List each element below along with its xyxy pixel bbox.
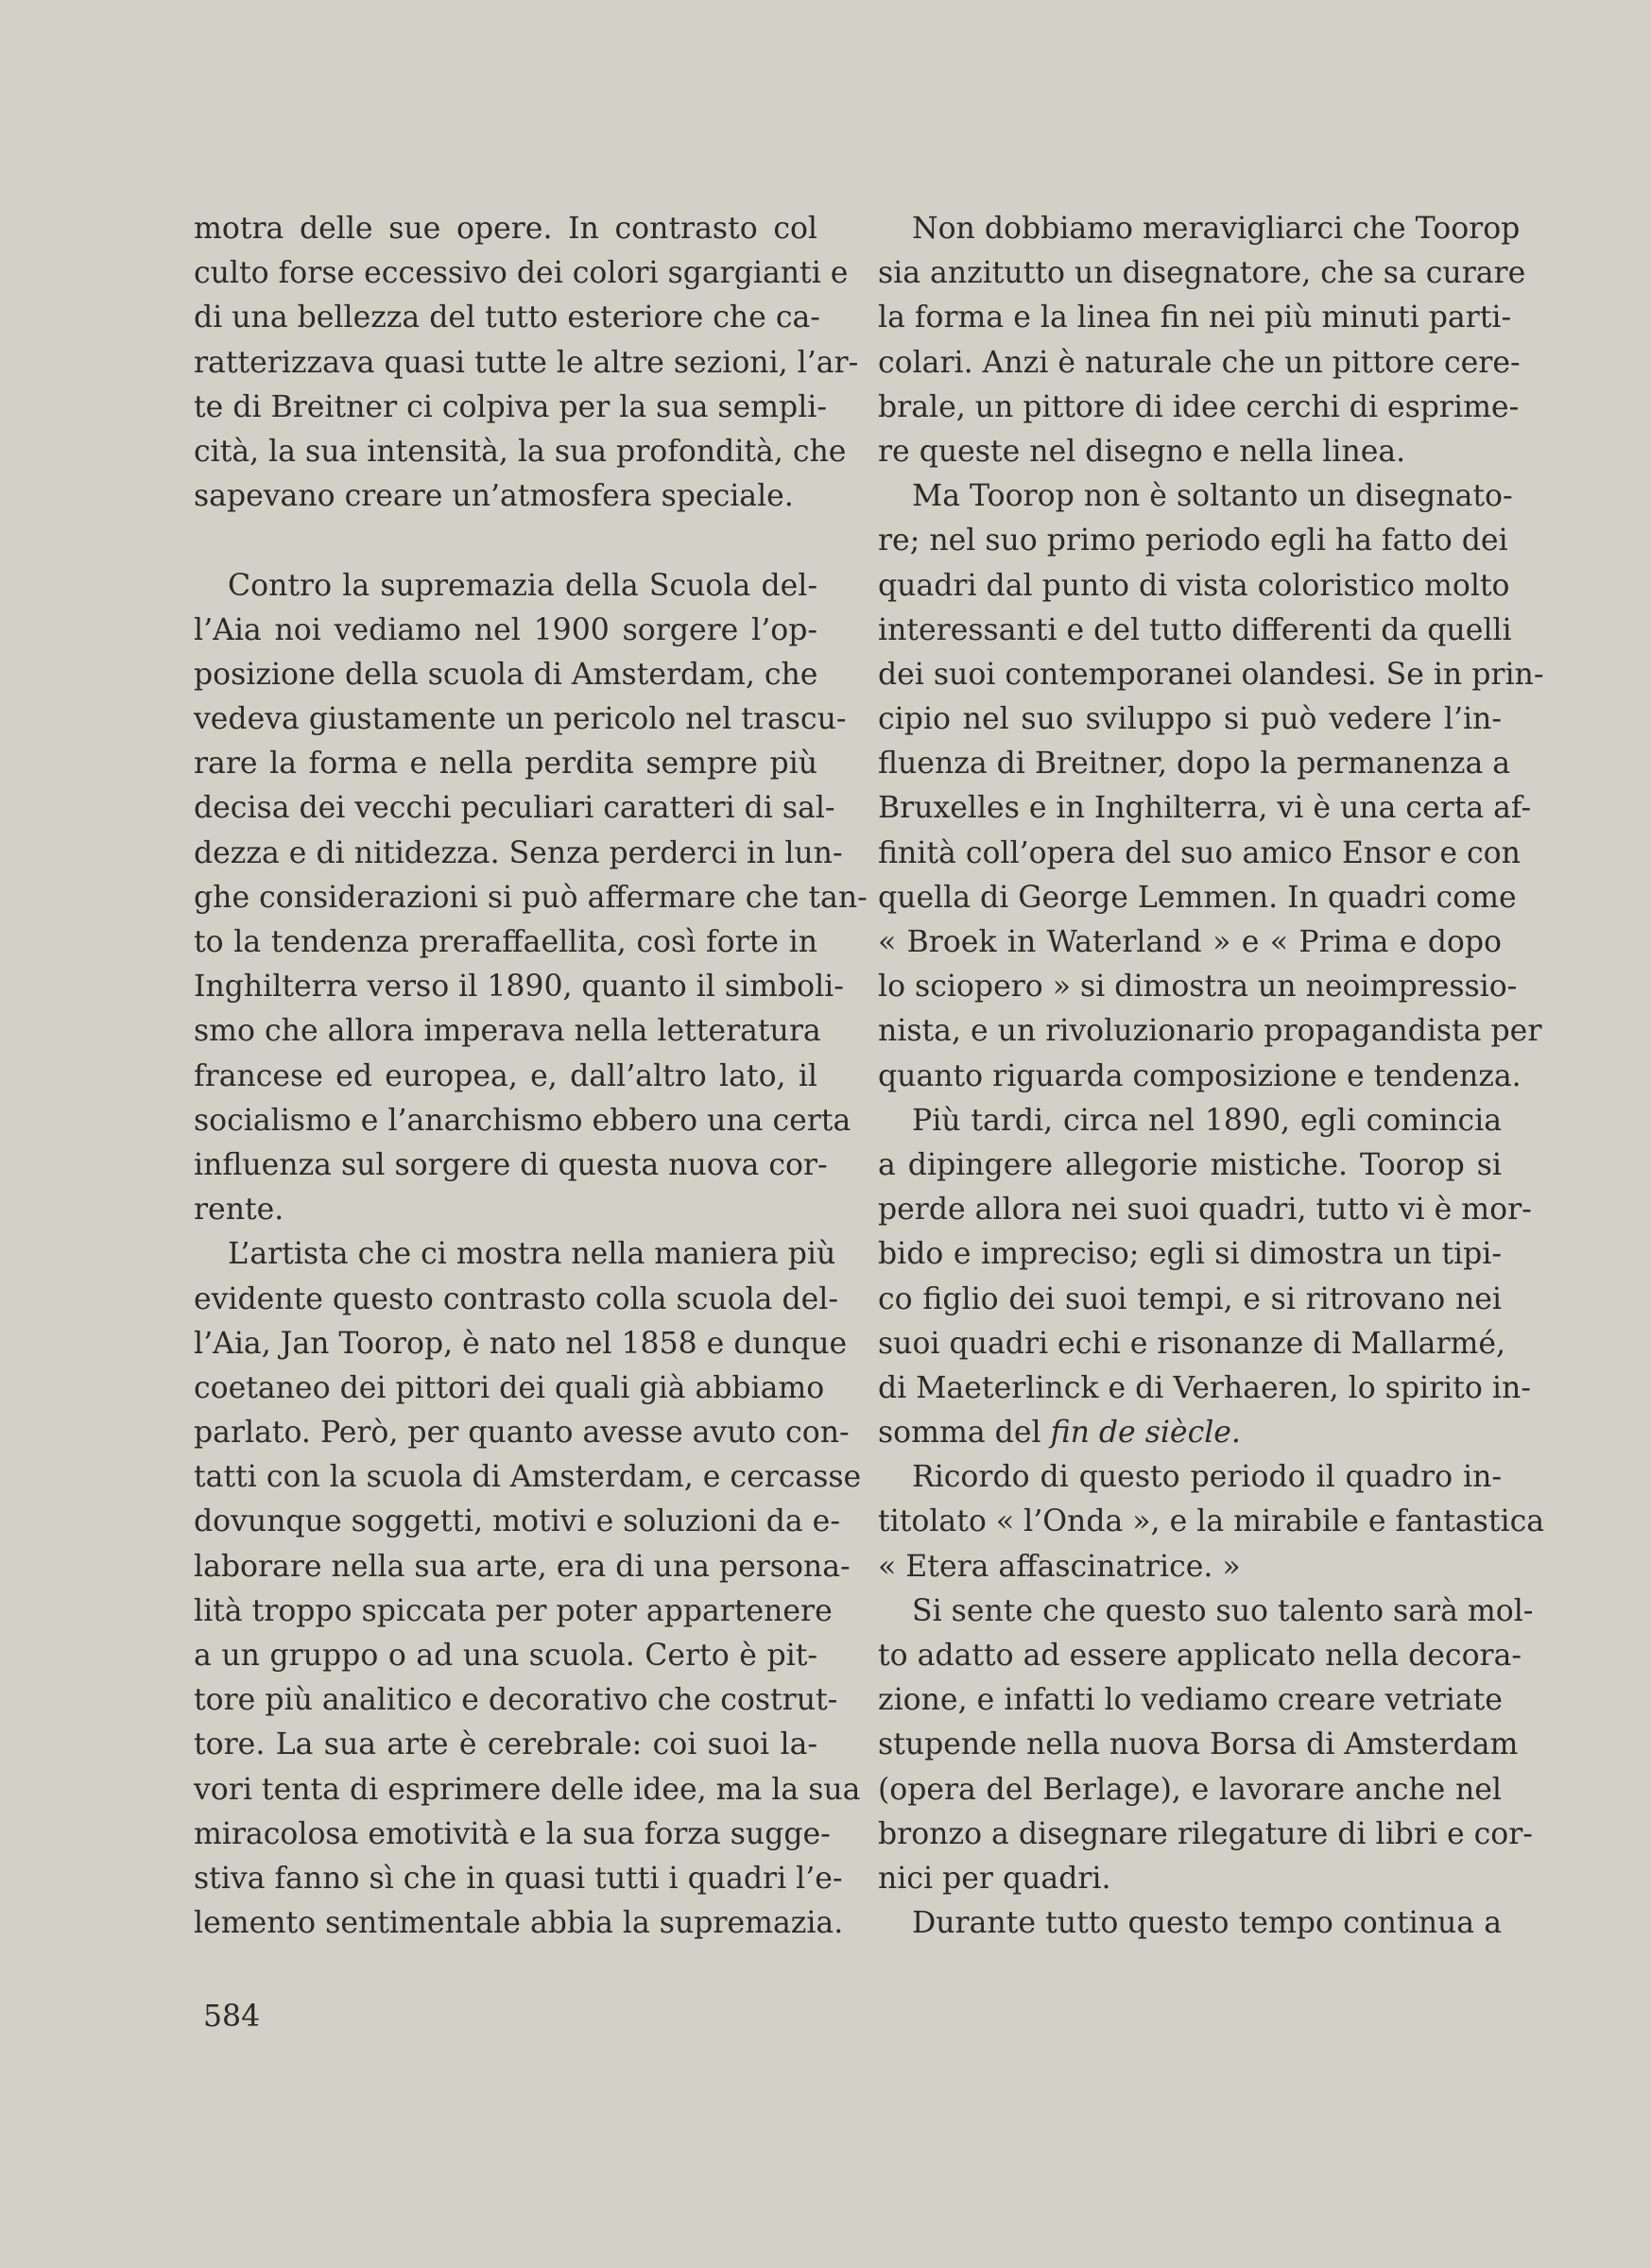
text-line: quanto riguarda composizione e tendenza. (878, 1058, 1522, 1093)
text-line (878, 1411, 1502, 1455)
text-line: ghe considerazioni si può affermare che tan- (194, 880, 868, 915)
text-line: Non dobbiamo meravigliarci che Toorop (912, 212, 1521, 246)
text-segment: somma del (878, 1416, 1041, 1451)
text-line: socialismo e l’anarchismo ebbero una certa (194, 1103, 851, 1138)
text-line: l’Aia noi vediamo nel 1900 sorgere l’op- (194, 612, 817, 647)
right-column (878, 207, 1544, 1946)
text-line: lità troppo spiccata per poter appartenere (194, 1593, 833, 1628)
text-line: to adatto ad essere applicato nella decora- (878, 1639, 1522, 1673)
text-line: posizione della scuola di Amsterdam, che (194, 657, 818, 692)
text-line: Ricordo di questo periodo il quadro in- (912, 1460, 1502, 1495)
text-line: di una bellezza del tutto esteriore che ca- (194, 301, 820, 335)
text-line: lo sciopero » si dimostra un neoimpressio- (878, 970, 1518, 1005)
text-line: dezza e di nitidezza. Senza perderci in lun- (194, 835, 843, 870)
text-line: francese ed europea, e, dall’altro lato, il (194, 1058, 817, 1093)
text-line: ratterizzava quasi tutte le altre sezioni, l’ar- (194, 345, 859, 380)
text-line: motra delle sue opere. In contrasto col (194, 212, 817, 246)
text-line: titolato « l’Onda », e la mirabile e fantastica (878, 1504, 1544, 1539)
text-line: vori tenta di esprimere delle idee, ma la sua (194, 1772, 861, 1807)
text-line: to la tendenza preraffaellita, così forte in (194, 925, 817, 959)
text-line: brale, un pittore di idee cerchi di esprime- (878, 389, 1520, 424)
text-line: finità coll’opera del suo amico Ensor e con (878, 835, 1521, 870)
text-line: parlato. Però, per quanto avesse avuto con- (194, 1416, 850, 1451)
text-line: rente. (194, 1193, 284, 1228)
page-number: 584 (203, 2000, 261, 2034)
text-line: dovunque soggetti, motivi e soluzioni da e- (194, 1504, 840, 1539)
italic-phrase: fin de siècle. (1050, 1416, 1241, 1451)
text-line: te di Breitner ci colpiva per la sua sempli- (194, 389, 828, 424)
text-line: fluenza di Breitner, dopo la permanenza a (878, 747, 1511, 782)
text-line: quadri dal punto di vista coloristico molto (878, 568, 1510, 603)
text-line: laborare nella sua arte, era di una persona- (194, 1549, 851, 1584)
text-line: quella di George Lemmen. In quadri come (878, 880, 1517, 915)
text-line: stupende nella nuova Borsa di Amsterdam (878, 1727, 1519, 1762)
text-line: di Maeterlinck e di Verhaeren, lo spirito in- (878, 1370, 1531, 1405)
text-line: tore più analitico e decorativo che costrut- (194, 1683, 838, 1718)
text-line: Più tardi, circa nel 1890, egli comincia (912, 1103, 1502, 1138)
text-line: Inghilterra verso il 1890, quanto il simboli- (194, 970, 844, 1005)
text-line: vedeva giustamente un pericolo nel trascu- (194, 702, 847, 737)
text-line: miracolosa emotività e la sua forza sugge- (194, 1816, 831, 1851)
text-line: interessanti e del tutto differenti da quelli (878, 612, 1512, 647)
text-line: « Broek in Waterland » e « Prima e dopo (878, 925, 1502, 959)
text-line: nici per quadri. (878, 1861, 1111, 1896)
text-line: decisa dei vecchi peculiari caratteri di sal- (194, 791, 835, 826)
text-line: influenza sul sorgere di questa nuova cor- (194, 1147, 828, 1182)
text-line: zione, e infatti lo vediamo creare vetriate (878, 1683, 1503, 1718)
text-line: Si sente che questo suo talento sarà mol- (912, 1593, 1534, 1628)
text-line: perde allora nei suoi quadri, tutto vi è mor- (878, 1193, 1532, 1228)
text-line: cità, la sua intensità, la sua profondità, che (194, 434, 847, 469)
text-line: stiva fanno sì che in quasi tutti i quadri l’e- (194, 1861, 843, 1896)
text-line: coetaneo dei pittori dei quali già abbiamo (194, 1370, 825, 1405)
text-line: smo che allora imperava nella letteratura (194, 1014, 821, 1049)
text-line: cipio nel suo sviluppo si può vedere l’in- (878, 702, 1502, 737)
text-line: tore. La sua arte è cerebrale: coi suoi la- (194, 1727, 817, 1762)
text-line: rare la forma e nella perdita sempre più (194, 747, 817, 782)
text-line: Ma Toorop non è soltanto un disegnato- (912, 479, 1513, 514)
text-line: re queste nel disegno e nella linea. (878, 434, 1406, 469)
text-line: Bruxelles e in Inghilterra, vi è una certa af- (878, 791, 1532, 826)
text-line: Durante tutto questo tempo continua a (912, 1906, 1502, 1941)
text-line: bronzo a disegnare rilegature di libri e cor- (878, 1816, 1533, 1851)
text-line: la forma e la linea fin nei più minuti parti- (878, 301, 1512, 335)
text-line: colari. Anzi è naturale che un pittore cere- (878, 345, 1521, 380)
text-line: l’Aia, Jan Toorop, è nato nel 1858 e dunque (194, 1326, 848, 1361)
text-line: a dipingere allegorie mistiche. Toorop si (878, 1147, 1502, 1182)
text-line: L’artista che ci mostra nella maniera più (228, 1237, 836, 1272)
text-line: co figlio dei suoi tempi, e si ritrovano nei (878, 1281, 1502, 1316)
text-line: a un gruppo o ad una scuola. Certo è pit- (194, 1639, 817, 1673)
text-line: bido e impreciso; egli si dimostra un tipi- (878, 1237, 1502, 1272)
text-line: sapevano creare un’atmosfera speciale. (194, 479, 794, 514)
left-column (194, 207, 868, 1946)
text-line: suoi quadri echi e risonanze di Mallarmé, (878, 1326, 1506, 1361)
text-line: dei suoi contemporanei olandesi. Se in prin- (878, 657, 1544, 692)
text-line: tatti con la scuola di Amsterdam, e cercasse (194, 1460, 862, 1495)
text-line: evidente questo contrasto colla scuola del- (194, 1281, 839, 1316)
text-line: Contro la supremazia della Scuola del- (228, 568, 817, 603)
text-line: culto forse eccessivo dei colori sgargianti e (194, 256, 849, 291)
text-line: sia anzitutto un disegnatore, che sa curare (878, 256, 1526, 291)
text-line: nista, e un rivoluzionario propagandista per (878, 1014, 1542, 1049)
text-line: lemento sentimentale abbia la supremazia. (194, 1906, 844, 1941)
text-line: (opera del Berlage), e lavorare anche nel (878, 1772, 1502, 1807)
paragraph-gap (194, 519, 817, 563)
text-line: « Etera affascinatrice. » (878, 1549, 1241, 1584)
text-line: re; nel suo primo periodo egli ha fatto dei (878, 524, 1508, 558)
